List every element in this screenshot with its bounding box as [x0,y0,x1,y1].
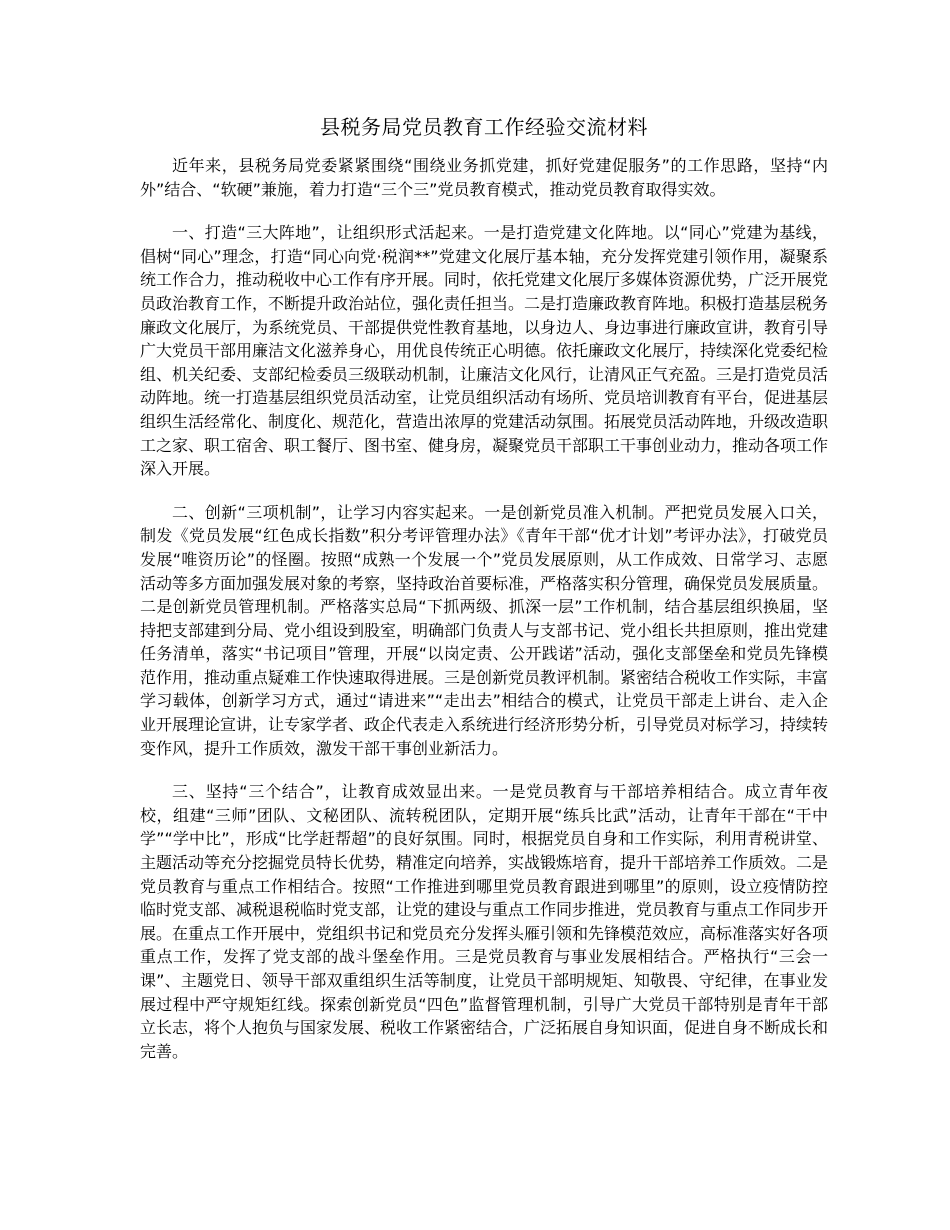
section-two-paragraph: 二、创新“三项机制”，让学习内容实起来。一是创新党员准入机制。严把党员发展入口关，制发《党员发展“红色成长指数”积分考评管理办法》《青年干部“优才计划”考评办法》，打破党员发展“唯资历论”的怪圈。按照“成熟一个发展一个”党员发展原则，从工作成效、日常学习、志愿活动等多方面加强发展对象的考察，坚持政治首要标准，严格落实积分管理，确保党员发展质量。二是创新党员管理机制。严格落实总局“下抓两级、抓深一层”工作机制，结合基层组织换届，坚持把支部建到分局、党小组设到股室，明确部门负责人与支部书记、党小组长共担原则，推出党建任务清单，落实“书记项目”管理，开展“以岗定责、公开践诺”活动，强化支部堡垒和党员先锋模范作用，推动重点疑难工作快速取得进展。三是创新党员教评机制。紧密结合税收工作实际，丰富学习载体，创新学习方式，通过“请进来”“走出去”相结合的模式，让党员干部走上讲台、走入企业开展理论宣讲，让专家学者、政企代表走入系统进行经济形势分析，引导党员对标学习，持续转变作风，提升工作质效，激发干部干事创业新活力。 [140,502,829,758]
intro-paragraph: 近年来，县税务局党委紧紧围绕“围绕业务抓党建，抓好党建促服务”的工作思路，坚持“内外”结合、“软硬”兼施，着力打造“三个三”党员教育模式，推动党员教育取得实效。 [140,156,828,199]
document-page [140,112,828,1083]
document-title: 县税务局党员教育工作经验交流材料 [320,115,648,139]
section-one-paragraph: 一、打造“三大阵地”，让组织形式活起来。一是打造党建文化阵地。以“同心”党建为基线，倡树“同心”理念，打造“同心向党·税润**”党建文化展厅基本轴，充分发挥党建引领作用，凝聚系统工作合力，推动税收中心工作有序开展。同时，依托党建文化展厅多媒体资源优势，广泛开展党员政治教育工作，不断提升政治站位，强化责任担当。二是打造廉政教育阵地。积极打造基层税务廉政文化展厅，为系统党员、干部提供党性教育基地，以身边人、身边事进行廉政宣讲，教育引导广大党员干部用廉洁文化滋养身心，用优良传统正心明德。依托廉政文化展厅，持续深化党委纪检组、机关纪委、支部纪检委员三级联动机制，让廉洁文化风行，让清风正气充盈。三是打造党员活动阵地。统一打造基层组织党员活动室，让党员组织活动有场所、党员培训教育有平台，促进基层组织生活经常化、制度化、规范化，营造出浓厚的党建活动氛围。拓展党员活动阵地，升级改造职工之家、职工宿舍、职工餐厅、图书室、健身房，凝聚党员干部职工干事创业动力，推动各项工作深入开展。 [140,223,829,479]
section-three-paragraph: 三、坚持“三个结合”，让教育成效显出来。一是党员教育与干部培养相结合。成立青年夜校，组建“三师”团队、文秘团队、流转税团队，定期开展“练兵比武”活动，让青年干部在“干中学”“学中比”，形成“比学赶帮超”的良好氛围。同时，根据党员自身和工作实际，利用青税讲堂、主题活动等充分挖掘党员特长优势，精准定向培养，实战锻炼培育，提升干部培养工作质效。二是党员教育与重点工作相结合。按照“工作推进到哪里党员教育跟进到哪里”的原则，设立疫情防控临时党支部、减税退税临时党支部，让党的建设与重点工作同步推进，党员教育与重点工作同步开展。在重点工作开展中，党组织书记和党员充分发挥头雁引领和先锋模范效应，高标准落实好各项重点工作，发挥了党支部的战斗堡垒作用。三是党员教育与事业发展相结合。严格执行“三会一课”、主题党日、领导干部双重组织生活等制度，让党员干部明规矩、知敬畏、守纪律，在事业发展过程中严守规矩红线。探索创新党员“四色”监督管理机制，引导广大党员干部特别是青年干部立长志，将个人抱负与国家发展、税收工作紧密结合，广泛拓展自身知识面，促进自身不断成长和完善。 [140,782,829,1061]
